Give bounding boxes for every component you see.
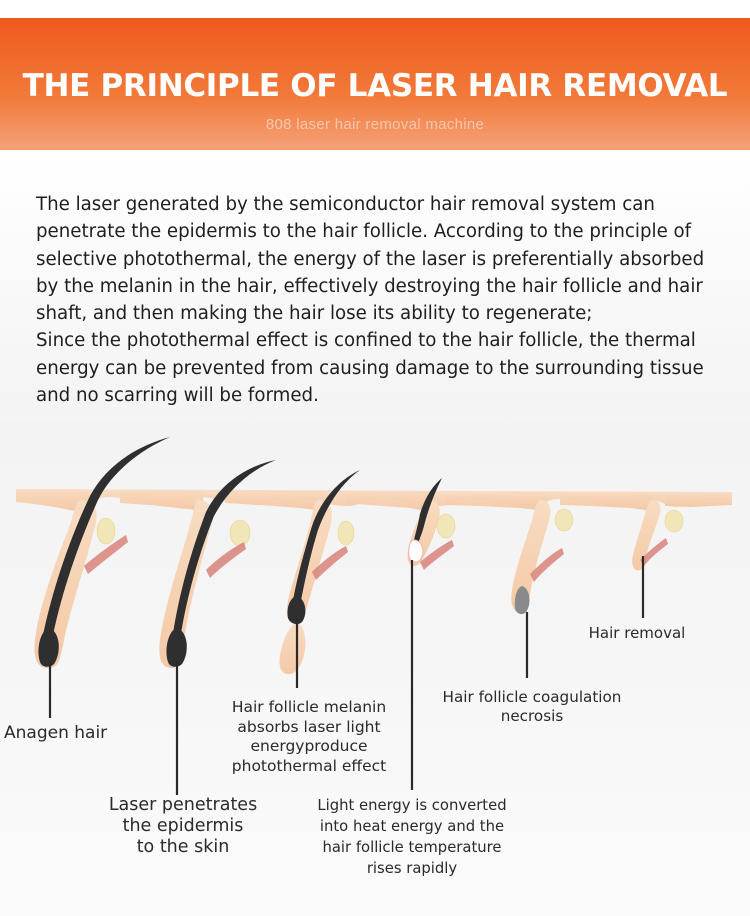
stage-label-line: Laser penetrates — [108, 795, 258, 815]
description-line: by the melanin in the hair, effectively destroying the hair follicle and hair — [36, 275, 703, 297]
description-line: Since the photothermal effect is confined to the hair follicle, the thermal — [36, 330, 696, 352]
stage-label-line: rises rapidly — [366, 860, 458, 877]
stage-label-removal — [580, 624, 694, 643]
gland — [338, 521, 354, 545]
stage-label-line: into heat energy and the — [319, 818, 505, 835]
gland — [437, 514, 455, 538]
stage-label-line: photothermal effect — [231, 756, 387, 775]
page-title: THE PRINCIPLE OF LASER HAIR REMOVAL — [22, 68, 728, 104]
description-text — [36, 191, 736, 409]
stage-label-melanin — [224, 698, 394, 776]
stage-label-anagen — [4, 723, 108, 744]
gland — [555, 509, 573, 531]
stage-label-line: Hair follicle coagulation — [442, 688, 622, 706]
page-subtitle: 808 laser hair removal machine — [265, 116, 485, 133]
description-line: penetrate the epidermis to the hair follicle. According to the principle of — [36, 221, 692, 243]
gland — [230, 520, 250, 546]
stage-label-line: absorbs laser light — [237, 717, 381, 736]
gland — [665, 510, 683, 532]
stage-label-line: Light energy is converted — [317, 797, 507, 814]
header-banner — [0, 18, 750, 150]
stage-label-line: necrosis — [500, 707, 564, 725]
description-line: energy can be prevented from causing damage to the surrounding tissue — [36, 357, 704, 379]
description-line: and no scarring will be formed. — [36, 385, 319, 407]
description-line: shaft, and then making the hair lose its ability to regenerate; — [36, 303, 593, 325]
stage-label-line: the epidermis — [122, 816, 244, 836]
stage-label-line: Hair removal — [588, 624, 686, 642]
gland — [97, 518, 115, 544]
sebaceous-glands — [97, 509, 683, 546]
stage-label-line: hair follicle temperature — [322, 839, 502, 856]
stage-label-penetrates — [100, 795, 266, 858]
muscle — [206, 542, 246, 578]
hair-bulb-4 — [409, 540, 423, 562]
stage-label-line: Anagen hair — [4, 723, 108, 743]
stage-label-heat — [310, 795, 514, 879]
stage-label-line: energyproduce — [250, 737, 368, 755]
follicle-3-bulb — [279, 622, 305, 674]
arrector-muscles — [84, 535, 668, 582]
stage-label-line: Hair follicle melanin — [231, 698, 387, 716]
stage-label-necrosis — [436, 688, 628, 726]
skin-layer — [16, 489, 732, 512]
description-line: The laser generated by the semiconductor hair removal system can — [36, 194, 655, 215]
description-line: selective photothermal, the energy of the laser is preferentially absorbed — [36, 248, 705, 270]
stage-label-line: to the skin — [136, 837, 230, 857]
